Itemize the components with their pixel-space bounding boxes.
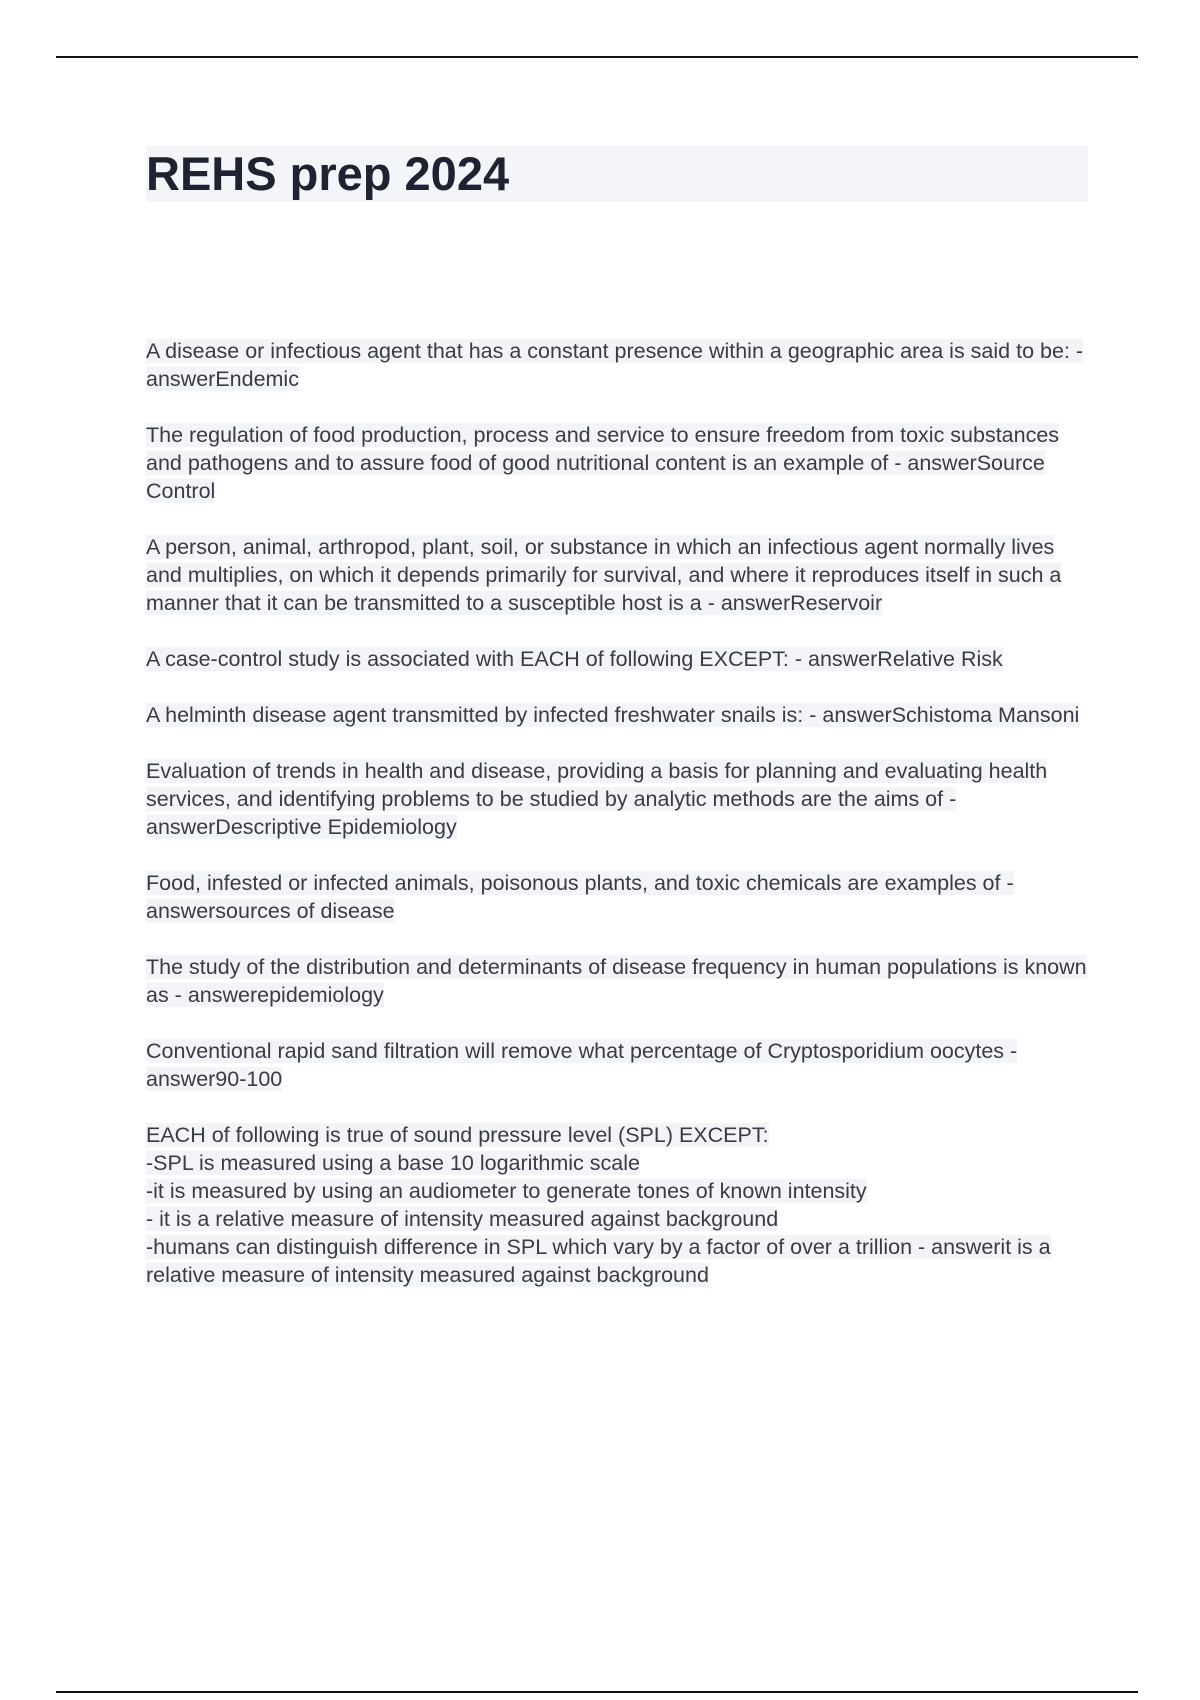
qa-text: A case-control study is associated with EACH of following EXCEPT: - answerRelative Risk <box>146 647 1003 671</box>
qa-item <box>146 645 1092 673</box>
document-title: REHS prep 2024 <box>146 147 510 200</box>
qa-item <box>146 337 1092 393</box>
qa-text: The study of the distribution and determinants of disease frequency in human populations is known as - answerepidemiology <box>146 955 1087 1007</box>
qa-item <box>146 1121 1092 1289</box>
qa-list <box>146 337 1092 1317</box>
qa-item <box>146 757 1092 841</box>
qa-item <box>146 421 1092 505</box>
qa-text: Conventional rapid sand filtration will remove what percentage of Cryptosporidium oocytes - answer90-100 <box>146 1039 1018 1091</box>
qa-item <box>146 533 1092 617</box>
qa-text: Evaluation of trends in health and disease, providing a basis for planning and evaluating health services, and identifying problems to be studied by analytic methods are the aims of - answerDescriptive Epidemiology <box>146 759 1048 839</box>
qa-text: The regulation of food production, process and service to ensure freedom from toxic substances and pathogens and to assure food of good nutritional content is an example of - answerSource Control <box>146 423 1060 503</box>
qa-item <box>146 869 1092 925</box>
qa-item <box>146 701 1092 729</box>
qa-item <box>146 1037 1092 1093</box>
qa-text: EACH of following is true of sound pressure level (SPL) EXCEPT: -SPL is measured using a base 10 logarithmic scale -it is measured by using an audiometer to generate tones of known intensity - it is a relative measure of intensity measured against background -humans can distinguish difference in SPL which vary by a factor of over a trillion - answerit is a relative measure of intensity measured against background <box>146 1123 1051 1287</box>
qa-text: Food, infested or infected animals, poisonous plants, and toxic chemicals are examples of - answersources of disease <box>146 871 1014 923</box>
top-rule <box>56 56 1138 58</box>
qa-item <box>146 953 1092 1009</box>
qa-text: A helminth disease agent transmitted by infected freshwater snails is: - answerSchistoma Mansoni <box>146 703 1080 727</box>
qa-text: A disease or infectious agent that has a constant presence within a geographic area is said to be: - answerEndemic <box>146 339 1084 391</box>
qa-text: A person, animal, arthropod, plant, soil, or substance in which an infectious agent normally lives and multiplies, on which it depends primarily for survival, and where it reproduces itself in such a manner that it can be transmitted to a susceptible host is a - answerReservoir <box>146 535 1062 615</box>
bottom-rule <box>56 1691 1138 1693</box>
